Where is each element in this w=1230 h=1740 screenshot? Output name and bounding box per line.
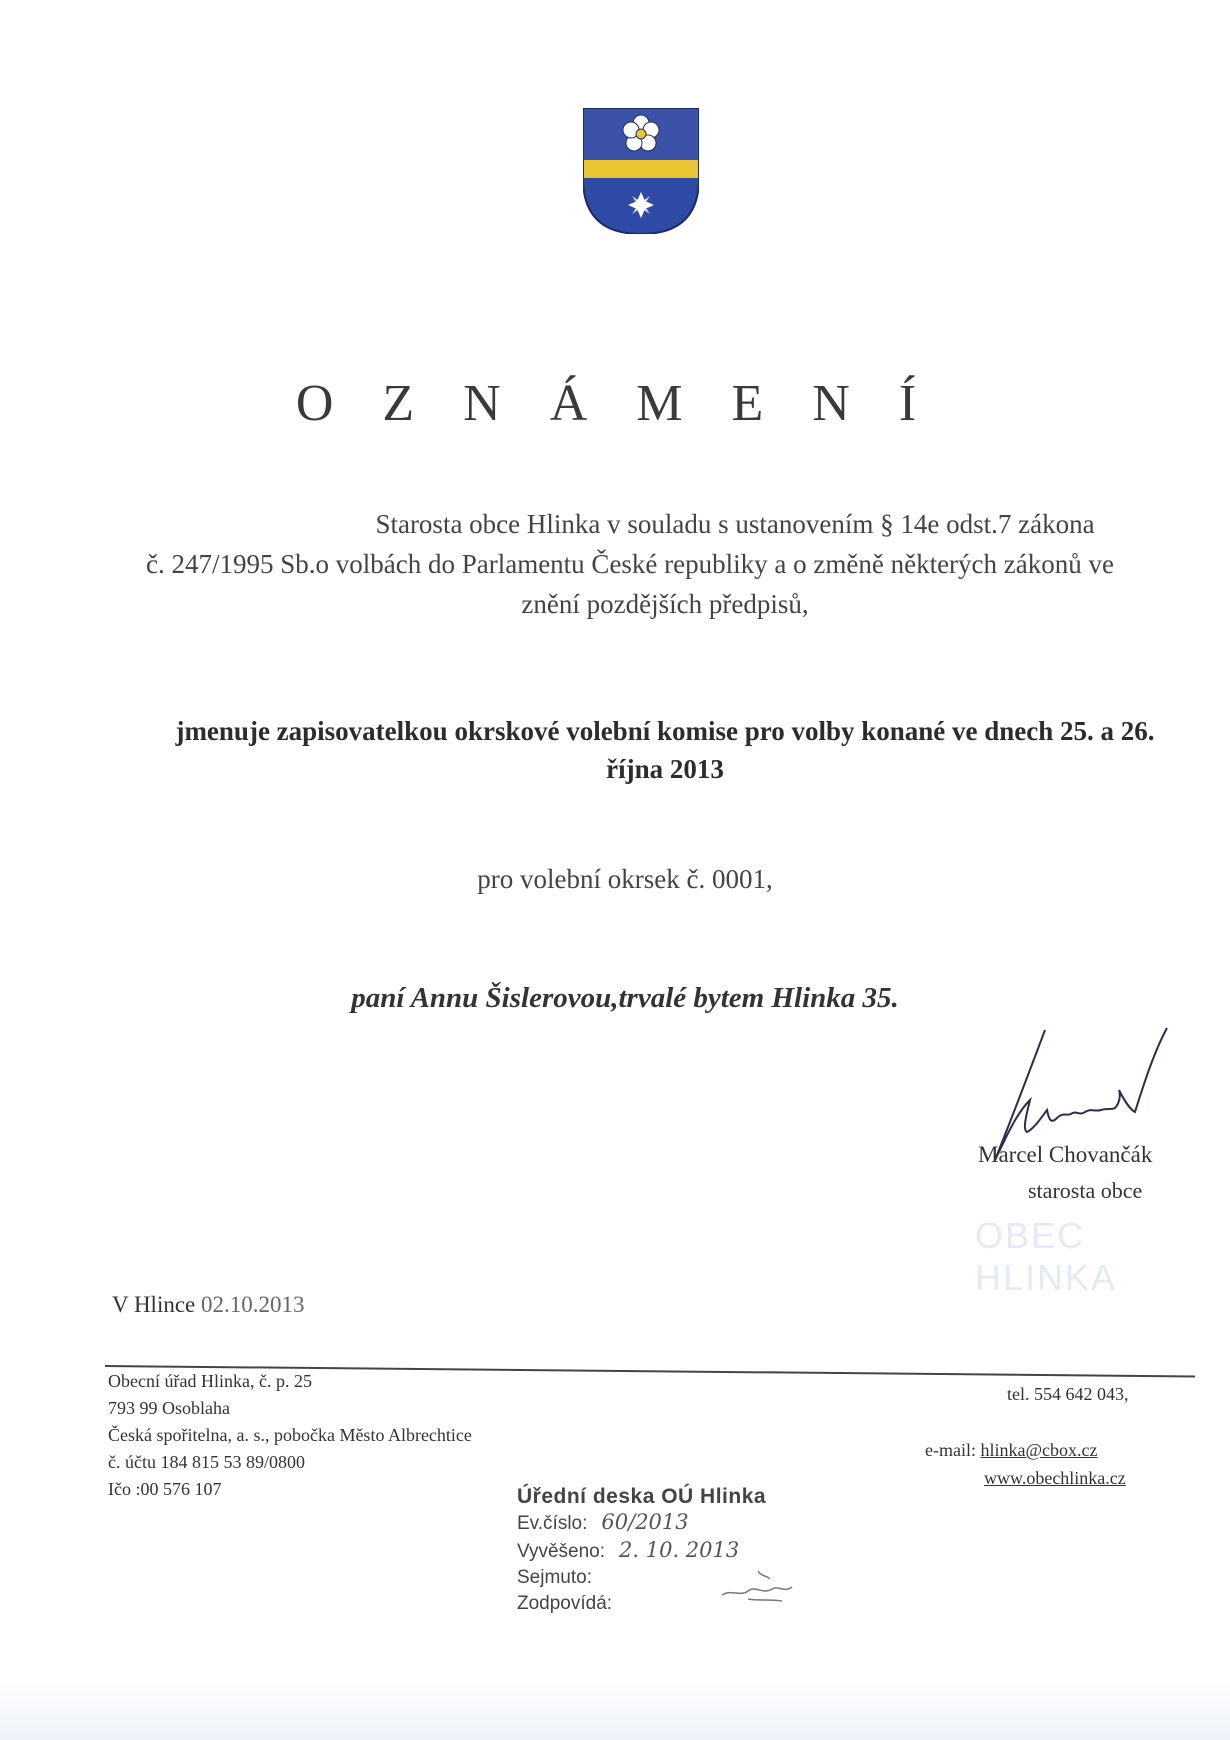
footer-bank: Česká spořitelna, a. s., pobočka Město Albrechtice <box>108 1425 472 1445</box>
stamp-ev-value: 60/2013 <box>601 1510 689 1534</box>
footer-address-1: Obecní úřad Hlinka, č. p. 25 <box>108 1371 312 1391</box>
stamp-responsible-row: Zodpovídá: <box>517 1593 613 1614</box>
signer-role: starosta obce <box>1028 1178 1143 1203</box>
district-text: pro volební okrsek č. 0001, <box>477 864 773 894</box>
stamp-posted-row <box>517 1537 766 1565</box>
footer-email-row <box>925 1440 1098 1461</box>
footer-website-link[interactable]: www.obechlinka.cz <box>984 1468 1126 1488</box>
stamp-posted-value: 2. 10. 2013 <box>619 1538 740 1562</box>
initials-scribble <box>718 1565 796 1605</box>
footer-email-label: e-mail: <box>925 1440 976 1460</box>
stamp-ev-row <box>517 1509 766 1537</box>
appointment-line-2: října 2013 <box>606 754 724 784</box>
signer-name: Marcel Chovančák <box>978 1142 1153 1167</box>
appointment-text <box>100 712 1230 788</box>
faded-stamp-text: OBEC HLINKA <box>975 1215 1118 1298</box>
intro-paragraph <box>130 504 1200 624</box>
scan-edge-shading <box>0 1680 1230 1740</box>
footer-address-block <box>108 1368 472 1503</box>
stamp-posted-label: Vyvěšeno: <box>517 1541 606 1562</box>
place: V Hlince <box>112 1292 196 1317</box>
page-title: O Z N Á M E N Í <box>295 375 935 432</box>
stamp-removed-row: Sejmuto: <box>517 1567 592 1588</box>
footer-email-link[interactable]: hlinka@cbox.cz <box>980 1440 1098 1460</box>
stamp-ev-label: Ev.číslo: <box>517 1513 588 1534</box>
coat-of-arms-icon <box>583 108 699 234</box>
footer-address-2: 793 99 Osoblaha <box>108 1398 230 1418</box>
footer-ico: Ičo :00 576 107 <box>108 1479 222 1499</box>
appointment-line-1: jmenuje zapisovatelkou okrskové volební komise pro volby konané ve dnech 25. a 26. <box>175 716 1155 746</box>
intro-line-3: znění pozdějších předpisů, <box>521 589 809 619</box>
intro-line-1: Starosta obce Hlinka v souladu s ustanovením § 14e odst.7 zákona <box>375 509 1095 539</box>
footer-phone: tel. 554 642 043, <box>1007 1384 1129 1404</box>
footer-account: č. účtu 184 815 53 89/0800 <box>108 1452 305 1472</box>
place-date <box>112 1292 305 1318</box>
appointed-person: paní Annu Šislerovou,trvalé bytem Hlinka 35. <box>351 982 899 1014</box>
stamp-title: Úřední deska OÚ Hlinka <box>517 1485 767 1508</box>
date: 02.10.2013 <box>201 1292 305 1317</box>
intro-line-2: č. 247/1995 Sb.o volbách do Parlamentu České republiky a o změně některých zákonů ve <box>146 549 1114 579</box>
